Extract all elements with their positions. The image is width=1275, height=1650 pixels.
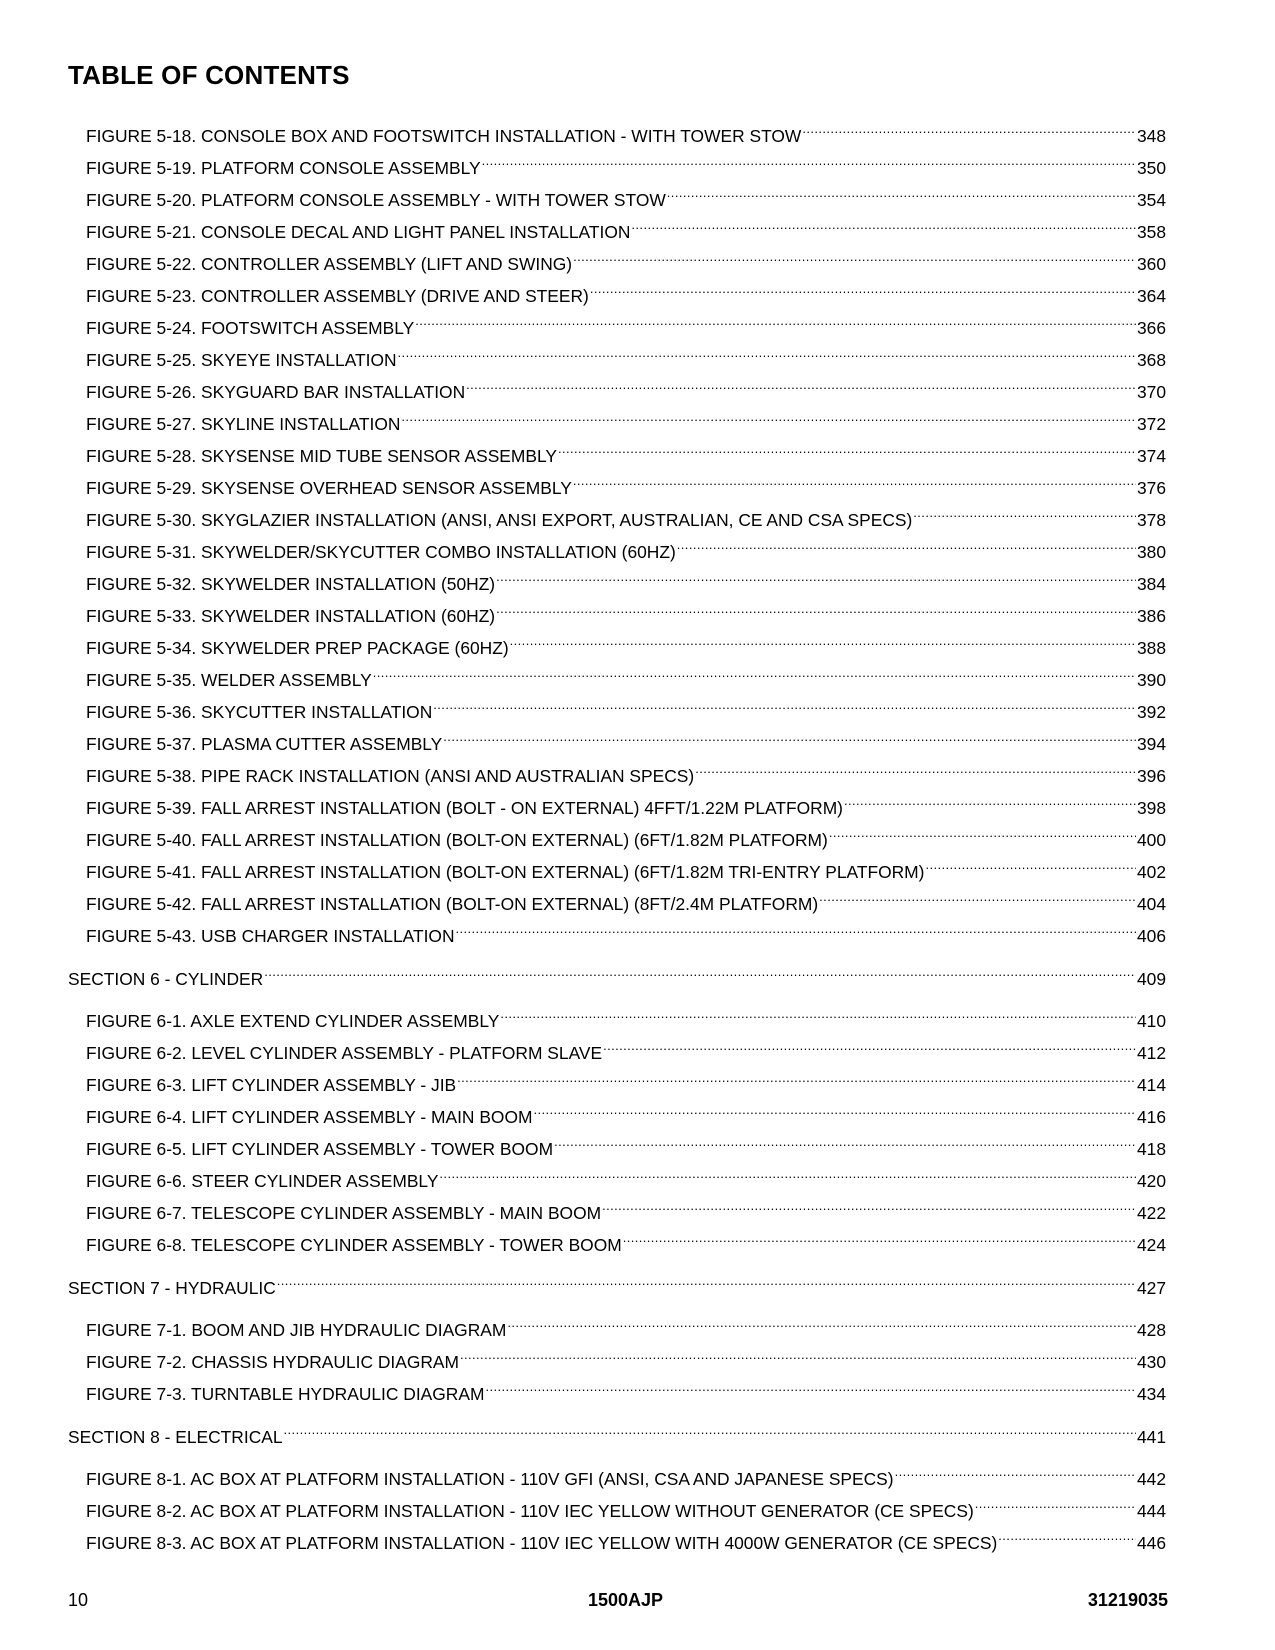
toc-entry-page: 400: [1136, 830, 1166, 850]
toc-entry-page: 384: [1136, 574, 1166, 594]
dot-leader: [507, 1304, 1136, 1336]
toc-entry-title: FIGURE 5-38. PIPE RACK INSTALLATION (ANSI AND AUSTRALIAN SPECS): [86, 766, 695, 786]
dot-leader: [623, 1219, 1136, 1251]
toc-entry-title: FIGURE 5-22. CONTROLLER ASSEMBLY (LIFT AND SWING): [86, 254, 573, 274]
toc-entry-page: 390: [1136, 670, 1166, 690]
toc-entry-page: 427: [1136, 1277, 1166, 1298]
dot-leader: [895, 1453, 1136, 1485]
dot-leader: [439, 1155, 1136, 1187]
dot-leader: [460, 1336, 1136, 1368]
dot-leader: [443, 718, 1136, 750]
toc-entry-page: 392: [1136, 702, 1166, 722]
dot-leader: [398, 334, 1136, 366]
toc-entry-page: 396: [1136, 766, 1166, 786]
dot-leader: [558, 430, 1136, 462]
toc-entry-title: FIGURE 5-21. CONSOLE DECAL AND LIGHT PANEL INSTALLATION: [86, 222, 631, 242]
toc-entry-title: FIGURE 5-35. WELDER ASSEMBLY: [86, 670, 372, 690]
toc-entry-title: FIGURE 5-33. SKYWELDER INSTALLATION (60HZ): [86, 606, 496, 626]
toc-entry-page: 420: [1136, 1171, 1166, 1191]
toc-entry-title: FIGURE 8-3. AC BOX AT PLATFORM INSTALLATION - 110V IEC YELLOW WITH 4000W GENERATOR (CE SPECS): [86, 1533, 998, 1553]
toc-entry-page: 441: [1136, 1426, 1166, 1447]
toc-entry-page: 446: [1136, 1533, 1166, 1553]
toc-entry-page: 364: [1136, 286, 1166, 306]
toc-entry-page: 428: [1136, 1320, 1166, 1340]
toc-entry-title: FIGURE 5-30. SKYGLAZIER INSTALLATION (ANSI, ANSI EXPORT, AUSTRALIAN, CE AND CSA SPECS): [86, 510, 913, 530]
dot-leader: [264, 953, 1136, 985]
dot-leader: [554, 1123, 1136, 1155]
toc-entry-title: FIGURE 7-1. BOOM AND JIB HYDRAULIC DIAGRAM: [86, 1320, 507, 1340]
toc-entry-page: 410: [1136, 1011, 1166, 1031]
toc-entry-page: 366: [1136, 318, 1166, 338]
toc-entry-title: FIGURE 5-36. SKYCUTTER INSTALLATION: [86, 702, 433, 722]
dot-leader: [677, 526, 1136, 558]
toc-entry-title: FIGURE 5-32. SKYWELDER INSTALLATION (50HZ): [86, 574, 496, 594]
dot-leader: [829, 814, 1136, 846]
toc-entry-page: 348: [1136, 126, 1166, 146]
toc-entry-page: 422: [1136, 1203, 1166, 1223]
dot-leader: [573, 238, 1136, 270]
dot-leader: [456, 910, 1136, 942]
toc-entry-title: SECTION 6 - CYLINDER: [68, 968, 264, 989]
toc-entry-title: SECTION 8 - ELECTRICAL: [68, 1426, 283, 1447]
toc-entry-title: FIGURE 5-23. CONTROLLER ASSEMBLY (DRIVE AND STEER): [86, 286, 589, 306]
toc-entry-title: SECTION 7 - HYDRAULIC: [68, 1277, 276, 1298]
toc-section-entry[interactable]: [68, 1411, 1166, 1447]
toc-entry-page: 402: [1136, 862, 1166, 882]
toc-entry-title: FIGURE 5-41. FALL ARREST INSTALLATION (BOLT-ON EXTERNAL) (6FT/1.82M TRI-ENTRY PLATFORM): [86, 862, 925, 882]
toc-entry-title: FIGURE 5-43. USB CHARGER INSTALLATION: [86, 926, 455, 946]
dot-leader: [510, 622, 1136, 654]
toc-entry-title: FIGURE 5-42. FALL ARREST INSTALLATION (BOLT-ON EXTERNAL) (8FT/2.4M PLATFORM): [86, 894, 819, 914]
toc-entry-page: 376: [1136, 478, 1166, 498]
toc-entry-page: 412: [1136, 1043, 1166, 1063]
toc-entry-page: 378: [1136, 510, 1166, 530]
toc-entry-title: FIGURE 8-1. AC BOX AT PLATFORM INSTALLATION - 110V GFI (ANSI, CSA AND JAPANESE SPECS): [86, 1469, 894, 1489]
toc-entry-title: FIGURE 5-18. CONSOLE BOX AND FOOTSWITCH INSTALLATION - WITH TOWER STOW: [86, 126, 802, 146]
footer-model: 1500AJP: [588, 1590, 664, 1610]
page-title: TABLE OF CONTENTS: [68, 60, 350, 90]
toc-entry-title: FIGURE 6-4. LIFT CYLINDER ASSEMBLY - MAIN BOOM: [86, 1107, 533, 1127]
dot-leader: [433, 686, 1136, 718]
toc-entry-title: FIGURE 5-26. SKYGUARD BAR INSTALLATION: [86, 382, 466, 402]
dot-leader: [925, 846, 1136, 878]
dot-leader: [496, 558, 1136, 590]
footer-page-number: 10: [68, 1590, 89, 1610]
toc-entry-page: 386: [1136, 606, 1166, 626]
toc-entry-title: FIGURE 8-2. AC BOX AT PLATFORM INSTALLATION - 110V IEC YELLOW WITHOUT GENERATOR (CE SPECS): [86, 1501, 974, 1521]
toc-entry-title: FIGURE 5-25. SKYEYE INSTALLATION: [86, 350, 397, 370]
toc-entry-title: FIGURE 6-5. LIFT CYLINDER ASSEMBLY - TOWER BOOM: [86, 1139, 554, 1159]
toc-entry-page: 360: [1136, 254, 1166, 274]
dot-leader: [401, 398, 1136, 430]
toc-entry-title: FIGURE 5-28. SKYSENSE MID TUBE SENSOR ASSEMBLY: [86, 446, 557, 466]
toc-entry-page: 424: [1136, 1235, 1166, 1255]
toc-figure-entry[interactable]: [68, 110, 1166, 146]
toc-entry-title: FIGURE 5-34. SKYWELDER PREP PACKAGE (60HZ): [86, 638, 509, 658]
toc-figure-entry[interactable]: [68, 995, 1166, 1031]
toc-entry-page: 388: [1136, 638, 1166, 658]
toc-entry-title: FIGURE 5-39. FALL ARREST INSTALLATION (BOLT - ON EXTERNAL) 4FFT/1.22M PLATFORM): [86, 798, 843, 818]
toc-entry-page: 409: [1136, 968, 1166, 989]
dot-leader: [573, 462, 1136, 494]
dot-leader: [500, 995, 1136, 1027]
dot-leader: [277, 1262, 1136, 1294]
toc-figure-entry[interactable]: [68, 1304, 1166, 1340]
toc-section-entry[interactable]: [68, 1262, 1166, 1298]
dot-leader: [457, 1059, 1136, 1091]
dot-leader: [603, 1027, 1136, 1059]
dot-leader: [373, 654, 1136, 686]
dot-leader: [975, 1485, 1136, 1517]
toc-entry-page: 414: [1136, 1075, 1166, 1095]
toc-entry-title: FIGURE 5-27. SKYLINE INSTALLATION: [86, 414, 401, 434]
toc-entry-page: 368: [1136, 350, 1166, 370]
dot-leader: [802, 110, 1136, 142]
toc-entry-title: FIGURE 6-1. AXLE EXTEND CYLINDER ASSEMBLY: [86, 1011, 500, 1031]
toc-entry-page: 416: [1136, 1107, 1166, 1127]
dot-leader: [533, 1091, 1136, 1123]
dot-leader: [998, 1517, 1136, 1549]
footer-document-number: 31219035: [1087, 1590, 1168, 1610]
dot-leader: [482, 142, 1136, 174]
toc-entry-page: 444: [1136, 1501, 1166, 1521]
dot-leader: [844, 782, 1136, 814]
dot-leader: [631, 206, 1136, 238]
dot-leader: [485, 1368, 1136, 1400]
toc-entry-title: FIGURE 5-20. PLATFORM CONSOLE ASSEMBLY - WITH TOWER STOW: [86, 190, 666, 210]
dot-leader: [913, 494, 1136, 526]
toc-entry-title: FIGURE 5-31. SKYWELDER/SKYCUTTER COMBO INSTALLATION (60HZ): [86, 542, 676, 562]
dot-leader: [819, 878, 1136, 910]
toc-entry-title: FIGURE 5-37. PLASMA CUTTER ASSEMBLY: [86, 734, 443, 754]
toc-entry-title: FIGURE 7-2. CHASSIS HYDRAULIC DIAGRAM: [86, 1352, 459, 1372]
toc-entry-title: FIGURE 6-6. STEER CYLINDER ASSEMBLY: [86, 1171, 439, 1191]
toc-entry-title: FIGURE 5-40. FALL ARREST INSTALLATION (BOLT-ON EXTERNAL) (6FT/1.82M PLATFORM): [86, 830, 828, 850]
toc-entry-page: 350: [1136, 158, 1166, 178]
dot-leader: [602, 1187, 1136, 1219]
dot-leader: [496, 590, 1136, 622]
toc-entry-page: 404: [1136, 894, 1166, 914]
toc-entry-page: 354: [1136, 190, 1166, 210]
dot-leader: [590, 270, 1136, 302]
toc-entry-title: FIGURE 5-29. SKYSENSE OVERHEAD SENSOR ASSEMBLY: [86, 478, 572, 498]
toc-entry-page: 434: [1136, 1384, 1166, 1404]
toc-entry-title: FIGURE 6-3. LIFT CYLINDER ASSEMBLY - JIB: [86, 1075, 457, 1095]
table-of-contents: [68, 110, 1166, 1553]
toc-figure-entry[interactable]: [68, 1453, 1166, 1489]
toc-entry-title: FIGURE 6-8. TELESCOPE CYLINDER ASSEMBLY - TOWER BOOM: [86, 1235, 622, 1255]
toc-entry-page: 406: [1136, 926, 1166, 946]
toc-entry-title: FIGURE 7-3. TURNTABLE HYDRAULIC DIAGRAM: [86, 1384, 485, 1404]
dot-leader: [284, 1411, 1136, 1443]
toc-entry-title: FIGURE 5-19. PLATFORM CONSOLE ASSEMBLY: [86, 158, 481, 178]
toc-entry-page: 442: [1136, 1469, 1166, 1489]
toc-entry-title: FIGURE 5-24. FOOTSWITCH ASSEMBLY: [86, 318, 415, 338]
dot-leader: [695, 750, 1136, 782]
page-footer: [68, 1590, 1168, 1614]
toc-entry-page: 374: [1136, 446, 1166, 466]
dot-leader: [466, 366, 1136, 398]
dot-leader: [415, 302, 1136, 334]
dot-leader: [667, 174, 1136, 206]
toc-entry-page: 418: [1136, 1139, 1166, 1159]
toc-entry-page: 358: [1136, 222, 1166, 242]
toc-entry-page: 370: [1136, 382, 1166, 402]
toc-entry-title: FIGURE 6-2. LEVEL CYLINDER ASSEMBLY - PLATFORM SLAVE: [86, 1043, 603, 1063]
toc-entry-title: FIGURE 6-7. TELESCOPE CYLINDER ASSEMBLY - MAIN BOOM: [86, 1203, 602, 1223]
toc-entry-page: 394: [1136, 734, 1166, 754]
toc-entry-page: 380: [1136, 542, 1166, 562]
toc-entry-page: 430: [1136, 1352, 1166, 1372]
toc-section-entry[interactable]: [68, 953, 1166, 989]
toc-entry-page: 398: [1136, 798, 1166, 818]
toc-entry-page: 372: [1136, 414, 1166, 434]
